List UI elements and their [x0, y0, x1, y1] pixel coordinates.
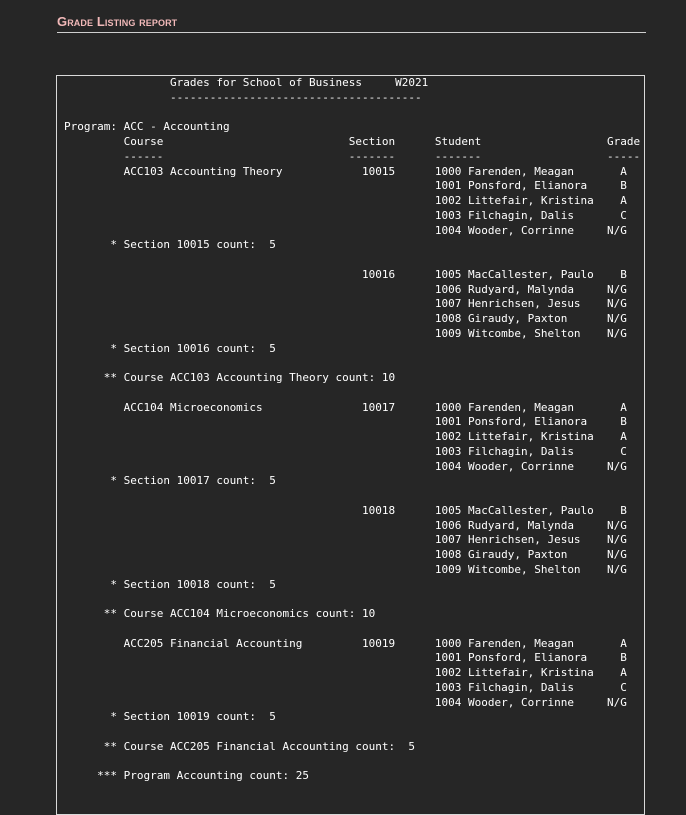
page-title: Grade Listing report [57, 14, 646, 33]
report-container[interactable] [56, 75, 645, 815]
grade-report-text: Grades for School of Business W2021 -------------------------------------- Program: ACC - Accounting Course Section Student Grade ------ ------- ------- ----- ACC103 Accounting Theory 10015 1000 Farenden, Meagan A 1001 Ponsford, Elianora B 1002 Littefair, Kristina A 1003 Filchagin, Dalis C 1004 Wooder, Corrinne N/G * Section 10015 count: 5 10016 1005 MacCallester, Paulo B 1006 Rudyard, Malynda N/G 1007 Henrichsen, Jesus N/G 1008 Giraudy, Paxton N/G 1009 Witcombe, Shelton N/G * Section 10016 count: 5 ** Course ACC103 Accounting Theory count: 10 ACC104 Microeconomics 10017 1000 Farenden, Meagan A 1001 Ponsford, Elianora B 1002 Littefair, Kristina A 1003 Filchagin, Dalis C 1004 Wooder, Corrinne N/G * Section 10017 count: 5 10018 1005 MacCallester, Paulo B 1006 Rudyard, Malynda N/G 1007 Henrichsen, Jesus N/G 1008 Giraudy, Paxton N/G 1009 Witcombe, Shelton N/G * Section 10018 count: 5 ** Course ACC104 Microeconomics count: 10 ACC205 Financial Accounting 10019 1000 Farenden, Meagan A 1001 Ponsford, Elianora B 1002 Littefair, Kristina A 1003 Filchagin, Dalis C 1004 Wooder, Corrinne N/G * Section 10019 count: 5 ** Course ACC205 Financial Accounting count: 5 *** Program Accounting count: 25 [64, 76, 641, 783]
